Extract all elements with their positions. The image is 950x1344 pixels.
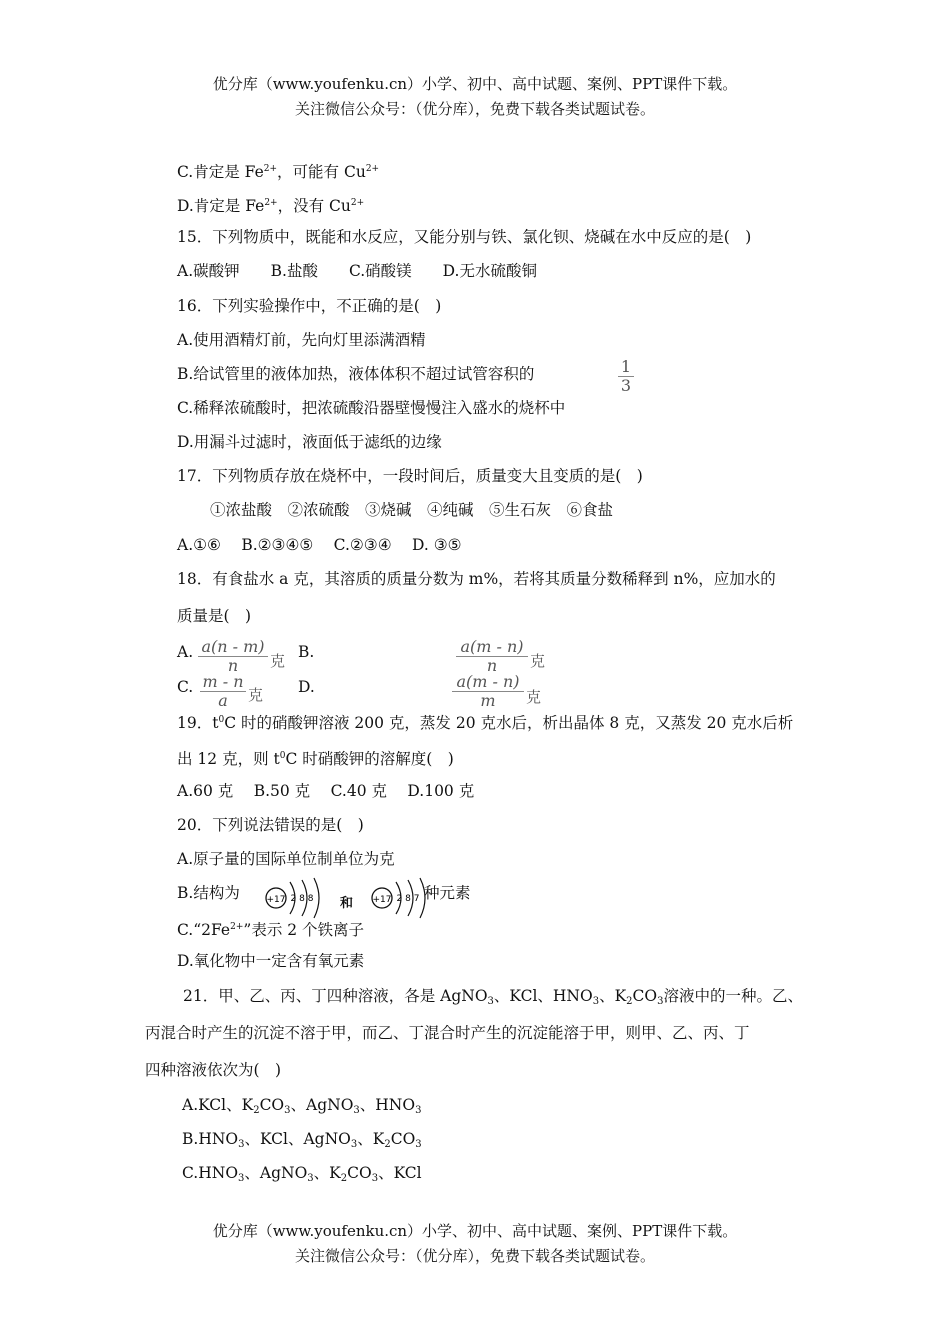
atom-structure-diagram-2 [368, 876, 430, 920]
q17-items: ①浓盐酸 ②浓硫酸 ③烧碱 ④纯碱 ⑤生石灰 ⑥食盐 [210, 501, 614, 519]
q20-and-label: 和 [340, 896, 354, 911]
q17-stem: 17．下列物质存放在烧杯中，一段时间后，质量变大且变质的是( ) [177, 467, 643, 485]
q20-option-b-suffix: 种元素 [424, 884, 471, 902]
q17-options: A.①⑥ B.②③④⑤ C.②③④ D. ③⑤ [177, 536, 462, 554]
atom1-shell-label: 2 8 8 [290, 894, 314, 904]
q18-stem-line-1: 18．有食盐水 a 克，其溶质的质量分数为 m%，若将其质量分数稀释到 n%，应加水的 [177, 570, 776, 588]
q18-stem-line-2: 质量是( ) [177, 607, 252, 625]
q21-option-c: $C.HNO_3$、AgNO$_3$、$K_2CO_3$、KCl [182, 1164, 422, 1184]
q14-option-c: C.肯定是 $Fe^{2+}$，可能有 $Cu^{2+}$ [177, 163, 380, 181]
q16-option-d: D.用漏斗过滤时，液面低于滤纸的边缘 [177, 433, 442, 451]
q20-option-b-prefix: B.结构为 [177, 884, 240, 902]
q19-options: A.60 克 B.50 克 C.40 克 D.100 克 [177, 782, 475, 800]
q19-stem-line-2: 出 12 克，则 $t^0C$ 时硝酸钾的溶解度( ) [177, 750, 454, 768]
page-footer-line-1: 优分库（www.youfenku.cn）小学、初中、高中试题、案例、PPT课件下载。 [212, 1222, 738, 1240]
unit-gram: 克 [248, 686, 264, 704]
fraction-one-third: $\frac{1}{3}$ [618, 358, 634, 395]
q18-option-a-label: A. [177, 643, 194, 661]
q21-stem-line-2: 丙混合时产生的沉淀不溶于甲，而乙、丁混合时产生的沉淀能溶于甲，则甲、乙、丙、丁 [145, 1024, 750, 1042]
page-header-line-1: 优分库（www.youfenku.cn）小学、初中、高中试题、案例、PPT课件下载。 [212, 75, 738, 93]
page-header-line-2: 关注微信公众号：（优分库），免费下载各类试题试卷。 [294, 100, 655, 118]
q21-stem-line-3: 四种溶液依次为( ) [145, 1061, 282, 1079]
q18-option-b-fraction: $\frac{a(m - n)}{n}$ [456, 638, 528, 675]
q14-option-d: D.肯定是 $Fe^{2+}$，没有 $Cu^{2+}$ [177, 197, 365, 215]
atom1-nucleus-label: +17 [266, 895, 286, 905]
shell-arc [314, 878, 319, 918]
unit-gram: 克 [270, 652, 286, 670]
atom2-nucleus-label: +17 [372, 895, 392, 905]
q16-option-a: A.使用酒精灯前，先向灯里添满酒精 [177, 331, 426, 349]
q18-option-d-fraction: $\frac{a(m - n)}{m}$ [452, 673, 524, 710]
q18-option-c-fraction: $\frac{m - n}{a}$ [200, 673, 246, 710]
q21-option-b: $B.HNO_3$、KCl、AgNO$_3$、$K_2CO_3$ [182, 1130, 422, 1150]
q20-stem: 20．下列说法错误的是( ) [177, 816, 364, 834]
unit-gram: 克 [526, 688, 542, 706]
q15-options: A.碳酸钾 B.盐酸 C.硝酸镁 D.无水硫酸铜 [177, 262, 537, 280]
q18-option-b-label: B. [298, 643, 315, 661]
atom2-shell-label: 2 8 7 [396, 894, 420, 904]
q20-option-a: A.原子量的国际单位制单位为克 [177, 850, 395, 868]
q15-stem: 15．下列物质中，既能和水反应，又能分别与铁、氯化钡、烧碱在水中反应的是( ) [177, 228, 752, 246]
q16-option-c: C.稀释浓硫酸时，把浓硫酸沿器壁慢慢注入盛水的烧杯中 [177, 399, 566, 417]
page-footer-line-2: 关注微信公众号：（优分库），免费下载各类试题试卷。 [294, 1247, 655, 1265]
q16-option-b: B.给试管里的液体加热，液体体积不超过试管容积的 [177, 365, 535, 383]
q20-option-d: D.氧化物中一定含有氧元素 [177, 952, 365, 970]
atom-structure-diagram-1 [262, 876, 324, 920]
q18-option-a-fraction: $\frac{a(n - m)}{n}$ [198, 638, 268, 675]
unit-gram: 克 [530, 652, 546, 670]
q19-stem-line-1: 19．$t^0C$ 时的硝酸钾溶液 200 克，蒸发 20 克水后，析出晶体 8 克，又蒸发 20 克水后析 [177, 714, 794, 732]
q21-stem-line-1: 21．甲、乙、丙、丁四种溶液，各是 AgNO$_3$、KCl、$HNO_3$、$K_2CO_3$溶液中的一种。乙、 [183, 987, 804, 1007]
q21-option-a: A.KCl、$K_2CO_3$、AgNO$_3$、$HNO_3$ [182, 1096, 422, 1116]
q16-stem: 16．下列实验操作中，不正确的是( ) [177, 297, 442, 315]
q20-option-c: $C.“2Fe^{2+}$”表示 2 个铁离子 [177, 921, 365, 939]
q18-option-d-label: D. [298, 678, 315, 696]
q18-option-c-label: C. [177, 678, 194, 696]
